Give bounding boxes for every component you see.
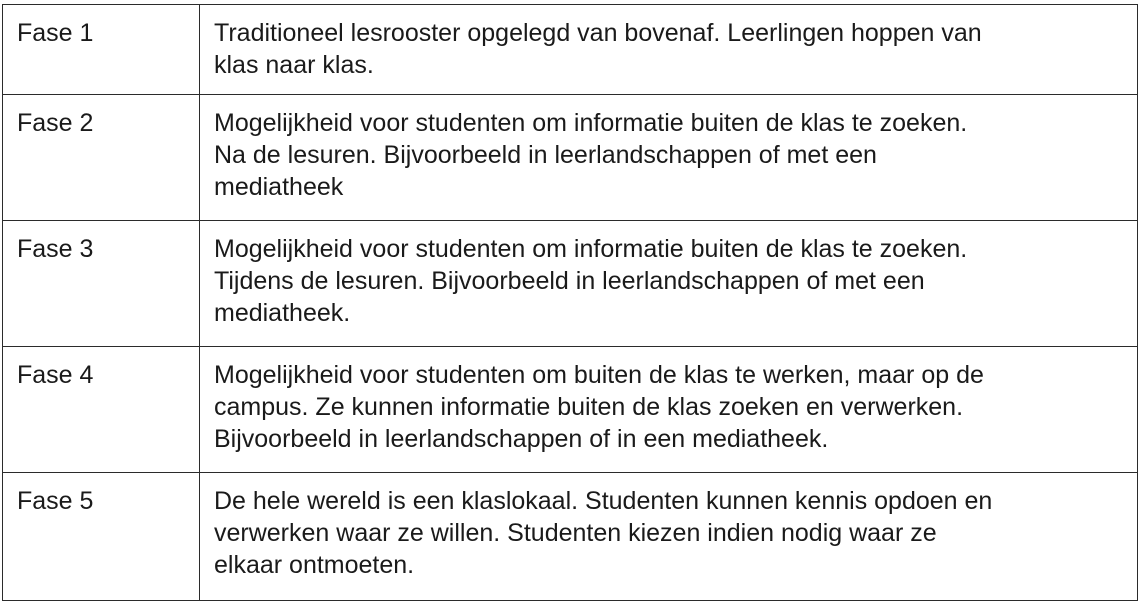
description-line: elkaar ontmoeten. — [214, 551, 415, 579]
table-row — [3, 347, 1138, 473]
phase-description — [200, 473, 1138, 601]
description-line: Mogelijkheid voor studenten om informatie buiten de klas te zoeken. — [214, 109, 968, 137]
table-row — [3, 473, 1138, 601]
description-line: klas naar klas. — [214, 51, 374, 79]
description-line: Mogelijkheid voor studenten om informatie buiten de klas te zoeken. — [214, 235, 968, 263]
phase-description — [200, 347, 1138, 473]
description-line: Bijvoorbeeld in leerlandschappen of in een mediatheek. — [214, 425, 829, 453]
description-line: Tijdens de lesuren. Bijvoorbeeld in leerlandschappen of met een — [214, 267, 925, 295]
phase-table — [2, 4, 1138, 601]
description-line: verwerken waar ze willen. Studenten kiezen indien nodig waar ze — [214, 519, 937, 547]
description-line: campus. Ze kunnen informatie buiten de klas zoeken en verwerken. — [214, 393, 964, 421]
phase-label: Fase 4 — [3, 347, 200, 473]
phase-description — [200, 95, 1138, 221]
phase-description — [200, 221, 1138, 347]
phase-label: Fase 5 — [3, 473, 200, 601]
description-line: Mogelijkheid voor studenten om buiten de klas te werken, maar op de — [214, 361, 984, 389]
description-line: De hele wereld is een klaslokaal. Studenten kunnen kennis opdoen en — [214, 487, 993, 515]
description-line: Na de lesuren. Bijvoorbeeld in leerlandschappen of met een — [214, 141, 877, 169]
description-line: mediatheek. — [214, 299, 351, 327]
phase-description — [200, 5, 1138, 95]
table-row — [3, 95, 1138, 221]
table-row — [3, 5, 1138, 95]
description-line: Traditioneel lesrooster opgelegd van bovenaf. Leerlingen hoppen van — [214, 19, 982, 47]
phase-label: Fase 3 — [3, 221, 200, 347]
phase-label: Fase 2 — [3, 95, 200, 221]
description-line: mediatheek — [214, 173, 344, 201]
table-row — [3, 221, 1138, 347]
phase-label: Fase 1 — [3, 5, 200, 95]
